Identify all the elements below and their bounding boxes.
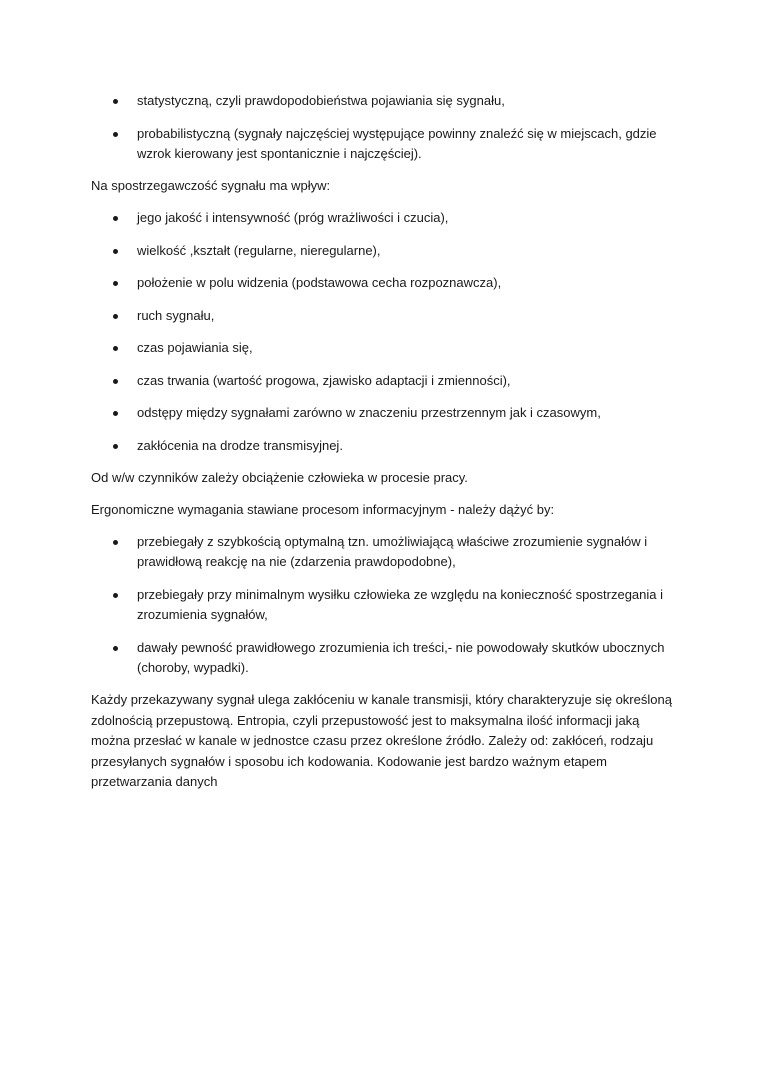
bullet-icon (113, 593, 118, 598)
bullet-icon (113, 540, 118, 545)
bullet-icon (113, 132, 118, 137)
list-item-text: zakłócenia na drodze transmisyjnej. (137, 437, 343, 453)
list-item (91, 436, 680, 457)
list-item-text: przebiegały przy minimalnym wysiłku człowieka ze względu na konieczność spostrzegania i zrozumienia sygnałów, (137, 586, 664, 622)
list-item (91, 585, 680, 626)
ergonomic-requirements-intro: Ergonomiczne wymagania stawiane procesom informacyjnym - należy dążyć by: (91, 501, 555, 517)
bullet-icon (113, 379, 118, 384)
bullet-icon (113, 281, 118, 286)
bullet-icon (113, 346, 118, 351)
ergonomic-requirements-list (91, 532, 680, 679)
list-item (91, 208, 680, 229)
list-item-text: położenie w polu widzenia (podstawowa cecha rozpoznawcza), (137, 275, 502, 290)
bullet-icon (113, 249, 118, 254)
list-item (91, 241, 680, 262)
analysis-types-list (91, 91, 680, 165)
list-item (91, 338, 680, 359)
list-item (91, 403, 680, 424)
list-item (91, 91, 680, 112)
list-item-text: wielkość ,kształt (regularne, nieregularne), (137, 242, 381, 258)
list-item (91, 638, 680, 679)
list-item (91, 371, 680, 392)
list-item-text: czas pojawiania się, (137, 340, 253, 355)
workload-paragraph: Od w/w czynników zależy obciążenie człowieka w procesie pracy. (91, 469, 468, 485)
list-item-text: probabilistyczną (sygnały najczęściej występujące powinny znaleźć się w miejscach, gdzie wzrok kierowany jest spontanicznie i najczęściej). (137, 125, 657, 161)
bullet-icon (113, 444, 118, 449)
bullet-icon (113, 99, 118, 104)
perceptibility-factors-list (91, 208, 680, 456)
list-item-text: dawały pewność prawidłowego zrozumienia ich treści,- nie powodowały skutków ubocznych (choroby, wypadki). (137, 639, 665, 675)
list-item-text: ruch sygnału, (137, 307, 215, 323)
list-item-text: czas trwania (wartość progowa, zjawisko adaptacji i zmienności), (137, 372, 511, 388)
list-item-text: odstępy między sygnałami zarówno w znaczeniu przestrzennym jak i czasowym, (137, 405, 601, 420)
bullet-icon (113, 411, 118, 416)
list-item (91, 124, 680, 165)
list-item-text: statystyczną, czyli prawdopodobieństwa pojawiania się sygnału, (137, 93, 505, 108)
transmission-channel-paragraph: Każdy przekazywany sygnał ulega zakłóceniu w kanale transmisji, który charakteryzuje się określoną zdolnością przepustową. Entropia, czyli przepustowość jest to maksymalna ilość informacji jaką można przesłać w kanale w jednostce czasu przez określone źródło. Zależy od: zakłóceń, rodzaju przesyłanych sygnałów i sposobu ich kodowania. Kodowanie jest bardzo ważnym etapem przetwarzania danych (91, 692, 672, 789)
bullet-icon (113, 646, 118, 651)
list-item (91, 273, 680, 294)
list-item (91, 306, 680, 327)
list-item (91, 532, 680, 573)
list-item-text: przebiegały z szybkością optymalną tzn. umożliwiającą właściwe zrozumienie sygnałów i prawidłową reakcję na nie (zdarzenia prawdopodobne), (137, 533, 648, 569)
perceptibility-intro: Na spostrzegawczość sygnału ma wpływ: (91, 178, 331, 193)
bullet-icon (113, 216, 118, 221)
list-item-text: jego jakość i intensywność (próg wrażliwości i czucia), (137, 210, 449, 225)
bullet-icon (113, 314, 118, 319)
